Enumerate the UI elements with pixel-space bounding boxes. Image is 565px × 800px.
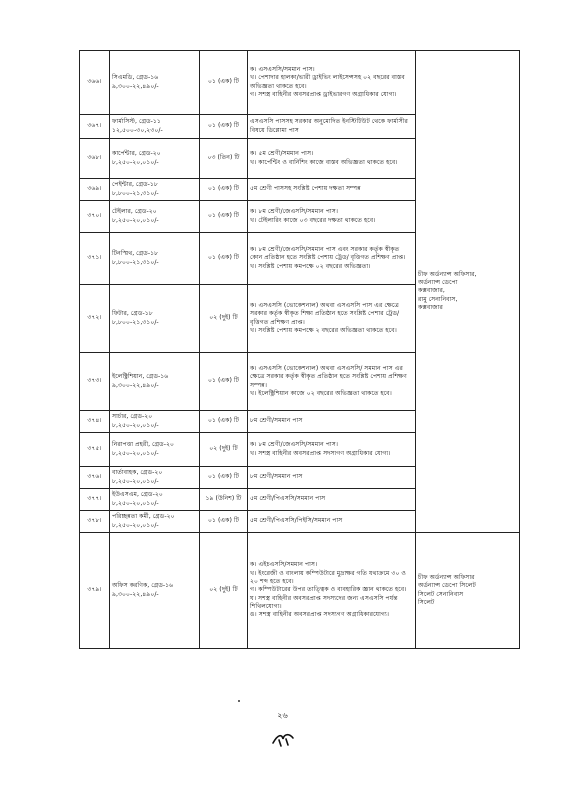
qualification-cell: [248, 233, 416, 285]
quantity-cell: ০১ (এক) টি: [200, 411, 248, 433]
post-title: সার্চার, গ্রেড-২০: [112, 413, 153, 421]
qualification-cell: [248, 285, 416, 353]
qualification-cell: [248, 533, 416, 649]
post-title: ইলেক্ট্রিশিয়ান, গ্রেড-১৬: [112, 373, 169, 381]
serial-cell: ৩৭২।: [80, 285, 110, 353]
post-title: বার্তাবাহক, গ্রেড-২০: [112, 469, 163, 477]
quantity-cell: ০৩ (তিন) টি: [200, 139, 248, 179]
qualification-cell: [248, 51, 416, 115]
post-cell: [110, 433, 200, 467]
serial-cell: ৩৭০।: [80, 201, 110, 233]
qualification-line: এসএসসি পাসসহ সরকার অনুমোদিত ইনস্টিটিউট থেকে ফার্মাসীর বিষয়ে ডিপ্লোমা পাস: [250, 118, 408, 134]
post-cell: [110, 115, 200, 139]
qualification-line: খ। কার্পেন্টিং ও বার্নিশিং কাজে বাস্তব অভিজ্ঞতা থাকতে হবে।: [250, 158, 398, 166]
quantity-cell: ০১ (এক) টি: [200, 467, 248, 489]
quantity-cell: ০১ (এক) টি: [200, 511, 248, 533]
ornament-icon: [270, 730, 296, 748]
quantity-cell: ০১ (এক) টি: [200, 115, 248, 139]
qualification-line: ক। ৮ম শ্রেণী/জেএসসি/সমমান পাস।: [250, 208, 339, 216]
qualification-line: ক। এসএসসি (ভোকেশনাল) অথবা এসএসসি পাস এর ক্ষেত্রে সরকার কর্তৃক স্বীকৃত শিক্ষা প্রতিষ্ঠান হতে সংশ্লিষ্ট পেশার ট্রেড/বৃত্তিগত প্রশিক্ষণ প্রাপ্ত।: [250, 301, 400, 326]
qualification-line: ক। এইচএসসি/সমমান পাস।: [250, 561, 318, 569]
post-title: পরিচ্ছন্নতা কর্মী, গ্রেড-২০: [112, 513, 175, 521]
post-title: ফার্মাসিস্ট, গ্রেড-১১: [112, 118, 161, 126]
qualification-cell: [248, 489, 416, 511]
office-line: সিলেট সেনানিবাস: [418, 590, 464, 598]
qualification-line: খ। সশস্ত্র বাহিনীর অবসরপ্রাপ্ত সদস্যগণ অগ্রাধিকার যোগ্য।: [250, 449, 391, 457]
serial-cell: ৩৭৬।: [80, 467, 110, 489]
qualification-line: খ। পেশাদার হালকা/ভারী ড্রাইভিং লাইসেন্সসহ ০২ বছরের বাস্তব অভিজ্ঞতা থাকতে হবে।: [250, 74, 405, 90]
serial-cell: ৩৭৯।: [80, 533, 110, 649]
table-row: [80, 51, 520, 115]
qualification-cell: [248, 411, 416, 433]
pay-scale: ৯,৩০০-২২,৪৯০/-: [112, 381, 159, 389]
pay-scale: ৯,৩০০-২২,৪৯০/-: [112, 590, 159, 598]
pay-scale: ৮,৮০০-২১,৩১০/-: [112, 189, 159, 197]
qualification-line: ৫ম শ্রেণী/পিএসসি/সমমান পাস: [250, 495, 326, 503]
serial-cell: ৩৭৩।: [80, 353, 110, 411]
post-title: পেইন্টার, গ্রেড-১৮: [112, 181, 158, 189]
pay-scale: ৯,৩০০-২২,৪৯০/-: [112, 82, 159, 90]
serial-cell: ৩৭৭।: [80, 489, 110, 511]
post-cell: [110, 201, 200, 233]
qualification-cell: [248, 139, 416, 179]
office-line: রামু সেনানিবাস,: [418, 295, 458, 303]
quantity-cell: ০১ (এক) টি: [200, 353, 248, 411]
post-cell: [110, 533, 200, 649]
post-cell: [110, 511, 200, 533]
serial-cell: ৩৬৬।: [80, 51, 110, 115]
qualification-line: খ। টেইলারিং কাজে ০৩ বছরের দক্ষতা থাকতে হবে।: [250, 216, 376, 224]
qualification-cell: [248, 353, 416, 411]
qualification-cell: [248, 511, 416, 533]
office-line: অর্ডন্যান্স ডেপো: [418, 278, 458, 286]
qualification-line: ৫ম শ্রেণী পাসসহ সংশ্লিষ্ট পেশায় দক্ষতা সম্পন্ন: [250, 185, 361, 193]
post-title: ফিটার, গ্রেড-১৮: [112, 310, 153, 318]
qualification-line: ক। ৮ম শ্রেণী/জেএসসি/সমমান পাস।: [250, 441, 339, 449]
qualification-cell: [248, 467, 416, 489]
post-title: টেইলার, গ্রেড-২০: [112, 208, 157, 216]
qualification-line: ঙ। সশস্ত্র বাহিনীর অবসরপ্রাপ্ত সদস্যগণ অগ্রাধিকারযোগ্য।: [250, 611, 389, 619]
office-line: অর্ডন্যান্স ডেপো সিলেট: [418, 582, 476, 590]
post-cell: [110, 353, 200, 411]
qualification-line: গ। কম্পিউটারের উপর তাত্ত্বিক ও ব্যবহারিক জ্ঞান থাকতে হবে।: [250, 586, 407, 594]
pay-scale: ৮,৮০০-২১,৩১০/-: [112, 258, 159, 266]
quantity-cell: ১৯ (উনিশ) টি: [200, 489, 248, 511]
office-cell-coxsbazar: [416, 51, 520, 533]
serial-cell: ৩৭৪।: [80, 411, 110, 433]
office-cell-sylhet: [416, 533, 520, 649]
serial-cell: ৩৬৮।: [80, 139, 110, 179]
serial-cell: ৩৭১।: [80, 233, 110, 285]
post-cell: [110, 411, 200, 433]
pay-scale: ৮,২৫০-২০,০১০/-: [112, 477, 159, 485]
post-cell: [110, 51, 200, 115]
quantity-cell: ০১ (এক) টি: [200, 179, 248, 201]
serial-cell: ৩৬৯।: [80, 179, 110, 201]
qualification-cell: [248, 433, 416, 467]
quantity-cell: ০২ (দুই) টি: [200, 533, 248, 649]
quantity-cell: ০২ (দুই) টি: [200, 285, 248, 353]
post-title: সিএমডি, গ্রেড-১৬: [112, 74, 159, 82]
qualification-line: খ। সংশ্লিষ্ট পেশায় কমপক্ষে ০২ বছরের অভিজ্ঞতা।: [250, 262, 371, 270]
pay-scale: ৮,২৫০-২০,০১০/-: [112, 216, 159, 224]
pay-scale: ৮,২৫০-২০,০১০/-: [112, 499, 159, 507]
pay-scale: ৮,২৫০-২০,০১০/-: [112, 421, 159, 429]
pay-scale: ৮,২৫০-২০,০১০/-: [112, 449, 159, 457]
post-cell: [110, 467, 200, 489]
page-number: ২৬: [277, 711, 288, 720]
office-line: সিলেট: [418, 598, 435, 606]
qualification-line: ক। এসএসসি (ভোকেশনাল) অথবা এসএসসি/ সমমান পাস এর ক্ষেত্রে সরকার কর্তৃক স্বীকৃত প্রতিষ্ঠান হতে সংশ্লিষ্ট পেশায় প্রশিক্ষণ সম্পন্ন।: [250, 364, 407, 389]
quantity-cell: ০১ (এক) টি: [200, 201, 248, 233]
qualification-line: ঘ। সশস্ত্র বাহিনীর অবসরপ্রাপ্ত সদস্যদের জন্য এসএসসি পর্যন্ত শিথিলযোগ্য।: [250, 594, 398, 611]
qualification-line: গ। সশস্ত্র বাহিনীর অবসরপ্রাপ্ত ড্রাইভারগণ অগ্রাধিকার যোগ্য।: [250, 90, 397, 98]
office-line: চীফ অর্ডন্যান্স অফিসার,: [418, 270, 477, 278]
table-row: [80, 533, 520, 649]
qualification-line: ৮ম শ্রেণী/সমমান পাস: [250, 473, 303, 481]
post-cell: [110, 233, 200, 285]
post-cell: [110, 139, 200, 179]
ink-dot: [238, 700, 240, 702]
qualification-line: ক। ৫ম শ্রেণী/সমমান পাস।: [250, 150, 314, 158]
pay-scale: ৮,২৫০-২০,০১০/-: [112, 521, 159, 529]
post-cell: [110, 489, 200, 511]
qualification-line: ৮ম শ্রেণী/সমমান পাস: [250, 417, 303, 425]
post-title: ইউএসএম, গ্রেড-২০: [112, 491, 163, 499]
post-title: টিনস্মিথ, গ্রেড-১৮: [112, 250, 159, 258]
qualification-line: ক। ৮ম শ্রেণী/জেএসসি/সমমান পাস এবং সরকার কর্তৃক স্বীকৃত কোন প্রতিষ্ঠান হতে সংশ্লিষ্ট পেশায় ট্রেড/ বৃত্তিগত প্রশিক্ষণ প্রাপ্ত।: [250, 245, 406, 262]
serial-cell: ৩৬৭।: [80, 115, 110, 139]
post-title: কার্পেন্টার, গ্রেড-২০: [112, 150, 161, 158]
post-cell: [110, 285, 200, 353]
post-cell: [110, 179, 200, 201]
pay-scale: ১২,৫০০-৩০,২৩০/-: [112, 126, 163, 134]
serial-cell: ৩৭৫।: [80, 433, 110, 467]
quantity-cell: ০১ (এক) টি: [200, 233, 248, 285]
vacancy-table: [79, 50, 520, 649]
quantity-cell: ০২ (দুই) টি: [200, 433, 248, 467]
qualification-cell: [248, 201, 416, 233]
office-line: চীফ অর্ডন্যান্স অফিসার: [418, 573, 475, 581]
post-title: নিরাপত্তা প্রহরী, গ্রেড-২০: [112, 441, 175, 449]
qualification-line: ৫ম শ্রেণী/পিএসসি/পিইসি/সমমান পাস: [250, 517, 343, 525]
serial-cell: ৩৭৮।: [80, 511, 110, 533]
qualification-cell: [248, 115, 416, 139]
pay-scale: ৮,৮০০-২১,৩১০/-: [112, 318, 159, 326]
pay-scale: ৮,২৫০-২০,০১০/-: [112, 158, 159, 166]
post-title: অফিস করণিক, গ্রেড-১৬: [112, 582, 174, 590]
office-line: কক্সবাজার: [418, 304, 443, 312]
qualification-cell: [248, 179, 416, 201]
office-line: কক্সবাজার,: [418, 287, 445, 295]
quantity-cell: ০১ (এক) টি: [200, 51, 248, 115]
qualification-line: খ। সংশ্লিষ্ট পেশায় কমপক্ষে ২ বছরের অভিজ্ঞতা থাকতে হবে।: [250, 326, 397, 334]
qualification-line: খ। ইলেক্ট্রিশিয়ান কাজে ০২ বছরের অভিজ্ঞতা থাকতে হবে।: [250, 389, 392, 397]
qualification-line: ক। এসএসসি/সমমান পাস।: [250, 65, 315, 73]
qualification-line: খ। ইংরেজী ও বাংলায় কম্পিউটারে মুদ্রাক্ষর গতি যথাক্রমে ৩০ ও ২০ শব্দ হতে হবে।: [250, 569, 406, 585]
